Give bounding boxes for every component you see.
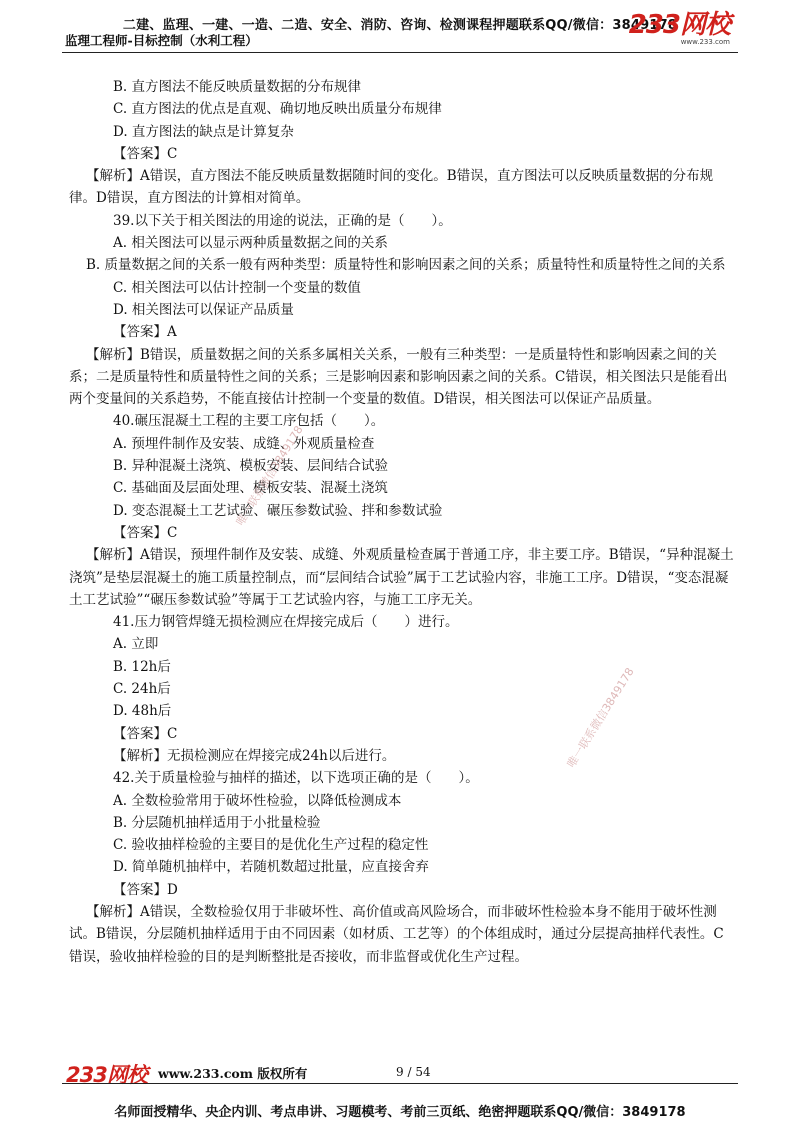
paragraph: 42.关于质量检验与抽样的描述，以下选项正确的是（ ）。 xyxy=(113,770,479,787)
footer-logo: 233网校 xyxy=(66,1063,147,1087)
paragraph: A. 相关图法可以显示两种质量数据之间的关系 xyxy=(113,235,388,252)
brand-logo xyxy=(629,12,730,46)
document-subtitle: 监理工程师-目标控制（水利工程） xyxy=(65,33,258,48)
paragraph: C. 相关图法可以估计控制一个变量的数值 xyxy=(113,279,361,296)
page-number xyxy=(396,1065,431,1079)
paragraph: 【答案】C xyxy=(113,524,178,541)
footer-copyright: www.233.com 版权所有 xyxy=(158,1066,308,1081)
paragraph: 【解析】无损检测应在焊接完成24h以后进行。 xyxy=(113,747,396,764)
paragraph: B. 直方图法不能反映质量数据的分布规律 xyxy=(113,79,362,95)
paragraph: 【解析】A错误，预埋件制作及安装、成缝、外观质量检查属于普通工序，非主要工序。B错误，“异种混凝土浇筑”是垫层混凝土的施工质量控制点，而“层间结合试验”属于工艺试验内容，非施工工序。D错误，“变态混凝土工艺试验”“碾压参数试验”等属于工艺试验内容，与施工工序无关。 xyxy=(69,547,734,608)
page-current: 9 xyxy=(396,1065,404,1079)
footer-promo-line: 名师面授精华、央企内训、考点串讲、习题模考、考前三页纸、绝密押题联系QQ/微信：3849178 xyxy=(114,1105,686,1120)
paragraph: 40.碾压混凝土工程的主要工序包括（ ）。 xyxy=(113,413,385,430)
paragraph: A. 立即 xyxy=(113,636,159,653)
paragraph: B. 12h后 xyxy=(113,658,171,675)
paragraph: 【答案】D xyxy=(113,881,178,898)
paragraph: 【解析】A错误，全数检验仅用于非破坏性、高价值或高风险场合，而非破坏性检验本身不能用于破坏性测试。B错误，分层随机抽样适用于由不同因素（如材质、工艺等）的个体组成时，通过分层提高抽样代表性。C错误，验收抽样检验的目的是判断整批是否接收，而非监督或优化生产过程。 xyxy=(69,903,724,965)
paragraph: B. 异种混凝土浇筑、模板安装、层间结合试验 xyxy=(113,458,389,475)
paragraph: C. 基础面及层面处理、模板安装、混凝土浇筑 xyxy=(113,480,388,497)
header-divider xyxy=(62,52,738,53)
paragraph: D. 简单随机抽样中，若随机数超过批量，应直接舍弃 xyxy=(113,859,429,876)
page-total: 54 xyxy=(415,1065,431,1079)
paragraph: A. 全数检验常用于破坏性检验，以降低检测成本 xyxy=(113,792,402,809)
document-body xyxy=(69,76,736,968)
watermark: 唯一联系微信3849178 xyxy=(564,665,637,770)
page-separator: / xyxy=(403,1065,416,1079)
paragraph: B. 分层随机抽样适用于小批量检验 xyxy=(113,814,321,831)
paragraph: D. 直方图法的缺点是计算复杂 xyxy=(113,123,294,140)
paragraph: 41.压力钢管焊缝无损检测应在焊接完成后（ ）进行。 xyxy=(113,614,459,631)
paragraph: 39.以下关于相关图法的用途的说法，正确的是（ ）。 xyxy=(113,212,452,229)
header-promo-line: 二建、监理、一建、一造、二造、安全、消防、咨询、检测课程押题联系QQ/微信：3849178 xyxy=(122,18,678,33)
paragraph: D. 变态混凝土工艺试验、碾压参数试验、拌和参数试验 xyxy=(113,502,443,519)
paragraph: 【答案】A xyxy=(113,324,177,341)
paragraph: C. 24h后 xyxy=(113,681,171,698)
paragraph: 【解析】B错误，质量数据之间的关系多属相关关系，一般有三种类型：一是质量特性和影响因素之间的关系；二是质量特性和质量特性之间的关系；三是影响因素和影响因素之间的关系。C错误，相关图法只是能看出两个变量间的关系趋势，不能直接估计控制一个变量的数值。D错误，相关图法可以保证产品质量。 xyxy=(69,346,728,408)
paragraph: D. 相关图法可以保证产品质量 xyxy=(113,301,294,318)
paragraph: A. 预埋件制作及安装、成缝、外观质量检查 xyxy=(113,435,375,452)
paragraph: C. 验收抽样检验的主要目的是优化生产过程的稳定性 xyxy=(113,837,429,854)
paragraph: 【答案】C xyxy=(113,145,178,162)
paragraph: C. 直方图法的优点是直观、确切地反映出质量分布规律 xyxy=(113,101,442,118)
paragraph: 【解析】A错误，直方图法不能反映质量数据随时间的变化。B错误，直方图法可以反映质量数据的分布规律。D错误，直方图法的计算相对简单。 xyxy=(69,168,714,207)
logo-text: 233网校 xyxy=(628,10,730,40)
footer-divider xyxy=(62,1083,738,1084)
paragraph: D. 48h后 xyxy=(113,703,172,720)
watermark: 唯一联系微信3849178 xyxy=(233,423,306,528)
logo-domain: www.233.com xyxy=(680,38,730,46)
paragraph: 【答案】C xyxy=(113,725,178,742)
paragraph: B. 质量数据之间的关系一般有两种类型：质量特性和影响因素之间的关系；质量特性和质量特性之间的关系 xyxy=(86,257,726,274)
